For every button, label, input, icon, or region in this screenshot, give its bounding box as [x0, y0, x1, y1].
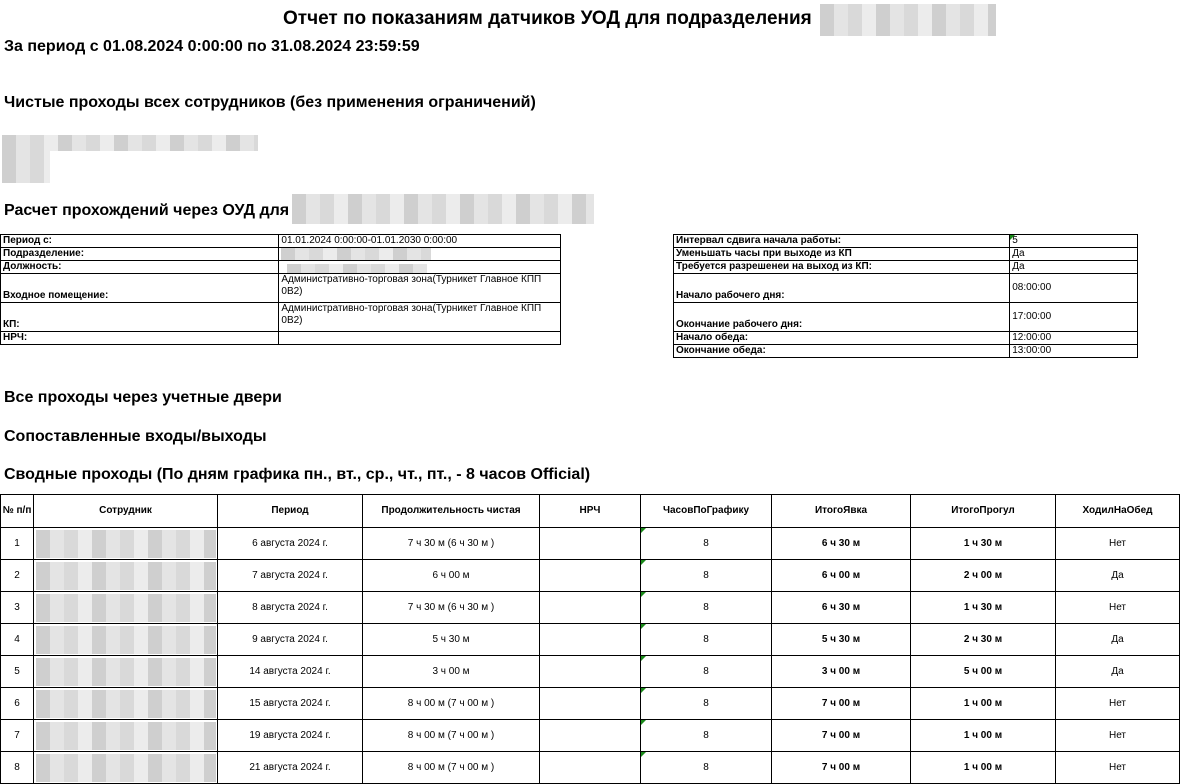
- table-cell: [34, 528, 218, 560]
- table-cell: 8: [641, 528, 772, 560]
- table-cell: 8 ч 00 м (7 ч 00 м ): [363, 720, 540, 752]
- table-cell: 8: [1, 752, 34, 784]
- table-cell: 7: [1, 720, 34, 752]
- permit-value: Да: [1010, 261, 1138, 274]
- table-cell: 7 ч 30 м (6 ч 30 м ): [363, 592, 540, 624]
- table-cell: 8 ч 00 м (7 ч 00 м ): [363, 688, 540, 720]
- table-cell: 7 ч 00 м: [772, 752, 911, 784]
- period-line: За период с 01.08.2024 0:00:00 по 31.08.2024 23:59:59: [4, 38, 420, 55]
- entry-label: Входное помещение:: [1, 274, 279, 303]
- header-cell: НРЧ: [540, 495, 641, 528]
- table-cell: [34, 560, 218, 592]
- redacted-block-2: [2, 151, 50, 183]
- period-value: 01.01.2024 0:00:00-01.01.2030 0:00:00: [279, 235, 561, 248]
- table-cell: [34, 592, 218, 624]
- table-cell: [540, 656, 641, 688]
- start-label: Начало рабочего дня:: [674, 274, 1010, 303]
- table-cell: 6 августа 2024 г.: [218, 528, 363, 560]
- table-cell: 19 августа 2024 г.: [218, 720, 363, 752]
- table-cell: 1 ч 30 м: [911, 528, 1056, 560]
- table-cell: 8: [641, 752, 772, 784]
- table-cell: [540, 624, 641, 656]
- table-cell: 1 ч 00 м: [911, 752, 1056, 784]
- table-cell: 1 ч 30 м: [911, 592, 1056, 624]
- table-cell: Нет: [1056, 688, 1180, 720]
- position-value: [279, 261, 561, 274]
- table-cell: Да: [1056, 624, 1180, 656]
- table-cell: [540, 560, 641, 592]
- table-cell: 2 ч 30 м: [911, 624, 1056, 656]
- table-cell: Нет: [1056, 752, 1180, 784]
- table-cell: Нет: [1056, 528, 1180, 560]
- table-row: [1, 592, 1180, 624]
- table-cell: 7 ч 30 м (6 ч 30 м ): [363, 528, 540, 560]
- table-cell: Нет: [1056, 720, 1180, 752]
- lunch-start-value: 12:00:00: [1010, 332, 1138, 345]
- nrch-label: НРЧ:: [1, 332, 279, 345]
- table-cell: 2 ч 00 м: [911, 560, 1056, 592]
- table-row: [1, 528, 1180, 560]
- table-cell: [540, 720, 641, 752]
- table-cell: 1: [1, 528, 34, 560]
- header-cell: ИтогоЯвка: [772, 495, 911, 528]
- left-info-table: [0, 234, 561, 345]
- table-cell: 6 ч 30 м: [772, 592, 911, 624]
- table-row: [1, 752, 1180, 784]
- redacted-employee: [36, 658, 216, 686]
- redacted-employee: [36, 722, 216, 750]
- table-cell: [34, 720, 218, 752]
- header-cell: ЧасовПоГрафику: [641, 495, 772, 528]
- summary-table: [0, 494, 1180, 784]
- table-cell: [34, 656, 218, 688]
- header-cell: ХодилНаОбед: [1056, 495, 1180, 528]
- table-cell: [34, 624, 218, 656]
- table-cell: 8: [641, 560, 772, 592]
- table-cell: 5 ч 00 м: [911, 656, 1056, 688]
- dept-label: Подразделение:: [1, 248, 279, 261]
- table-cell: 3 ч 00 м: [772, 656, 911, 688]
- entry-value: Административно-торговая зона(Турникет Главное КПП 0В2): [279, 274, 561, 303]
- reduce-value: Да: [1010, 248, 1138, 261]
- table-cell: 3: [1, 592, 34, 624]
- table-cell: 8 августа 2024 г.: [218, 592, 363, 624]
- shift-value: 5: [1010, 235, 1138, 248]
- end-value: 17:00:00: [1010, 303, 1138, 332]
- table-cell: 7 ч 00 м: [772, 720, 911, 752]
- table-cell: 15 августа 2024 г.: [218, 688, 363, 720]
- table-cell: 8 ч 00 м (7 ч 00 м ): [363, 752, 540, 784]
- header-cell: Продолжительность чистая: [363, 495, 540, 528]
- header-cell: № п/п: [1, 495, 34, 528]
- lunch-end-value: 13:00:00: [1010, 345, 1138, 358]
- table-cell: 6 ч 00 м: [772, 560, 911, 592]
- right-info-table: [673, 234, 1138, 358]
- redacted-employee: [36, 690, 216, 718]
- table-cell: Нет: [1056, 592, 1180, 624]
- table-row: [1, 720, 1180, 752]
- table-cell: 1 ч 00 м: [911, 688, 1056, 720]
- table-cell: 8: [641, 624, 772, 656]
- table-cell: 3 ч 00 м: [363, 656, 540, 688]
- section-all-heading: Все проходы через учетные двери: [4, 389, 282, 406]
- nrch-value: [279, 332, 561, 345]
- redacted-name: [292, 194, 594, 224]
- table-cell: 8: [641, 592, 772, 624]
- table-cell: [34, 688, 218, 720]
- header-cell: Сотрудник: [34, 495, 218, 528]
- table-cell: 8: [641, 720, 772, 752]
- table-cell: Да: [1056, 656, 1180, 688]
- end-label: Окончание рабочего дня:: [674, 303, 1010, 332]
- table-cell: 5 ч 30 м: [772, 624, 911, 656]
- table-cell: 6 ч 30 м: [772, 528, 911, 560]
- redacted-department: [820, 4, 996, 36]
- section-matched-heading: Сопоставленные входы/выходы: [4, 428, 267, 445]
- table-cell: 5: [1, 656, 34, 688]
- header-cell: Период: [218, 495, 363, 528]
- kp-label: КП:: [1, 303, 279, 332]
- section-summary-heading: Сводные проходы (По дням графика пн., вт., ср., чт., пт., - 8 часов Official): [4, 466, 591, 483]
- table-cell: 14 августа 2024 г.: [218, 656, 363, 688]
- table-cell: 6: [1, 688, 34, 720]
- table-body: [1, 528, 1180, 784]
- redacted-employee: [36, 594, 216, 622]
- header-cell: ИтогоПрогул: [911, 495, 1056, 528]
- table-cell: Да: [1056, 560, 1180, 592]
- table-cell: 4: [1, 624, 34, 656]
- table-cell: [540, 592, 641, 624]
- lunch-start-label: Начало обеда:: [674, 332, 1010, 345]
- position-label: Должность:: [1, 261, 279, 274]
- table-cell: 6 ч 00 м: [363, 560, 540, 592]
- table-cell: 8: [641, 688, 772, 720]
- table-cell: 1 ч 00 м: [911, 720, 1056, 752]
- redacted-employee: [36, 626, 216, 654]
- table-cell: [540, 752, 641, 784]
- kp-value: Административно-торговая зона(Турникет Главное КПП 0В2): [279, 303, 561, 332]
- section-clean-heading: Чистые проходы всех сотрудников (без применения ограничений): [4, 94, 536, 111]
- table-row: [1, 624, 1180, 656]
- table-row: [1, 656, 1180, 688]
- redacted-employee: [36, 530, 216, 558]
- lunch-end-label: Окончание обеда:: [674, 345, 1010, 358]
- table-cell: [540, 688, 641, 720]
- period-label: Период с:: [1, 235, 279, 248]
- redacted-block-1: [2, 135, 258, 151]
- table-cell: 7 августа 2024 г.: [218, 560, 363, 592]
- table-cell: 9 августа 2024 г.: [218, 624, 363, 656]
- table-cell: 8: [641, 656, 772, 688]
- table-cell: 21 августа 2024 г.: [218, 752, 363, 784]
- section-calc-heading: Расчет прохождений через ОУД для: [4, 202, 290, 219]
- table-cell: 2: [1, 560, 34, 592]
- page-title: Отчет по показаниям датчиков УОД для подразделения: [283, 8, 812, 29]
- table-cell: 5 ч 30 м: [363, 624, 540, 656]
- table-row: [1, 560, 1180, 592]
- table-header-row: [1, 495, 1180, 528]
- table-cell: [34, 752, 218, 784]
- permit-label: Требуется разрешенеи на выход из КП:: [674, 261, 1010, 274]
- table-cell: 7 ч 00 м: [772, 688, 911, 720]
- table-row: [1, 688, 1180, 720]
- start-value: 08:00:00: [1010, 274, 1138, 303]
- reduce-label: Уменьшать часы при выходе из КП: [674, 248, 1010, 261]
- shift-label: Интервал сдвига начала работы:: [674, 235, 1010, 248]
- table-cell: [540, 528, 641, 560]
- redacted-employee: [36, 754, 216, 782]
- dept-value: [279, 248, 561, 261]
- redacted-employee: [36, 562, 216, 590]
